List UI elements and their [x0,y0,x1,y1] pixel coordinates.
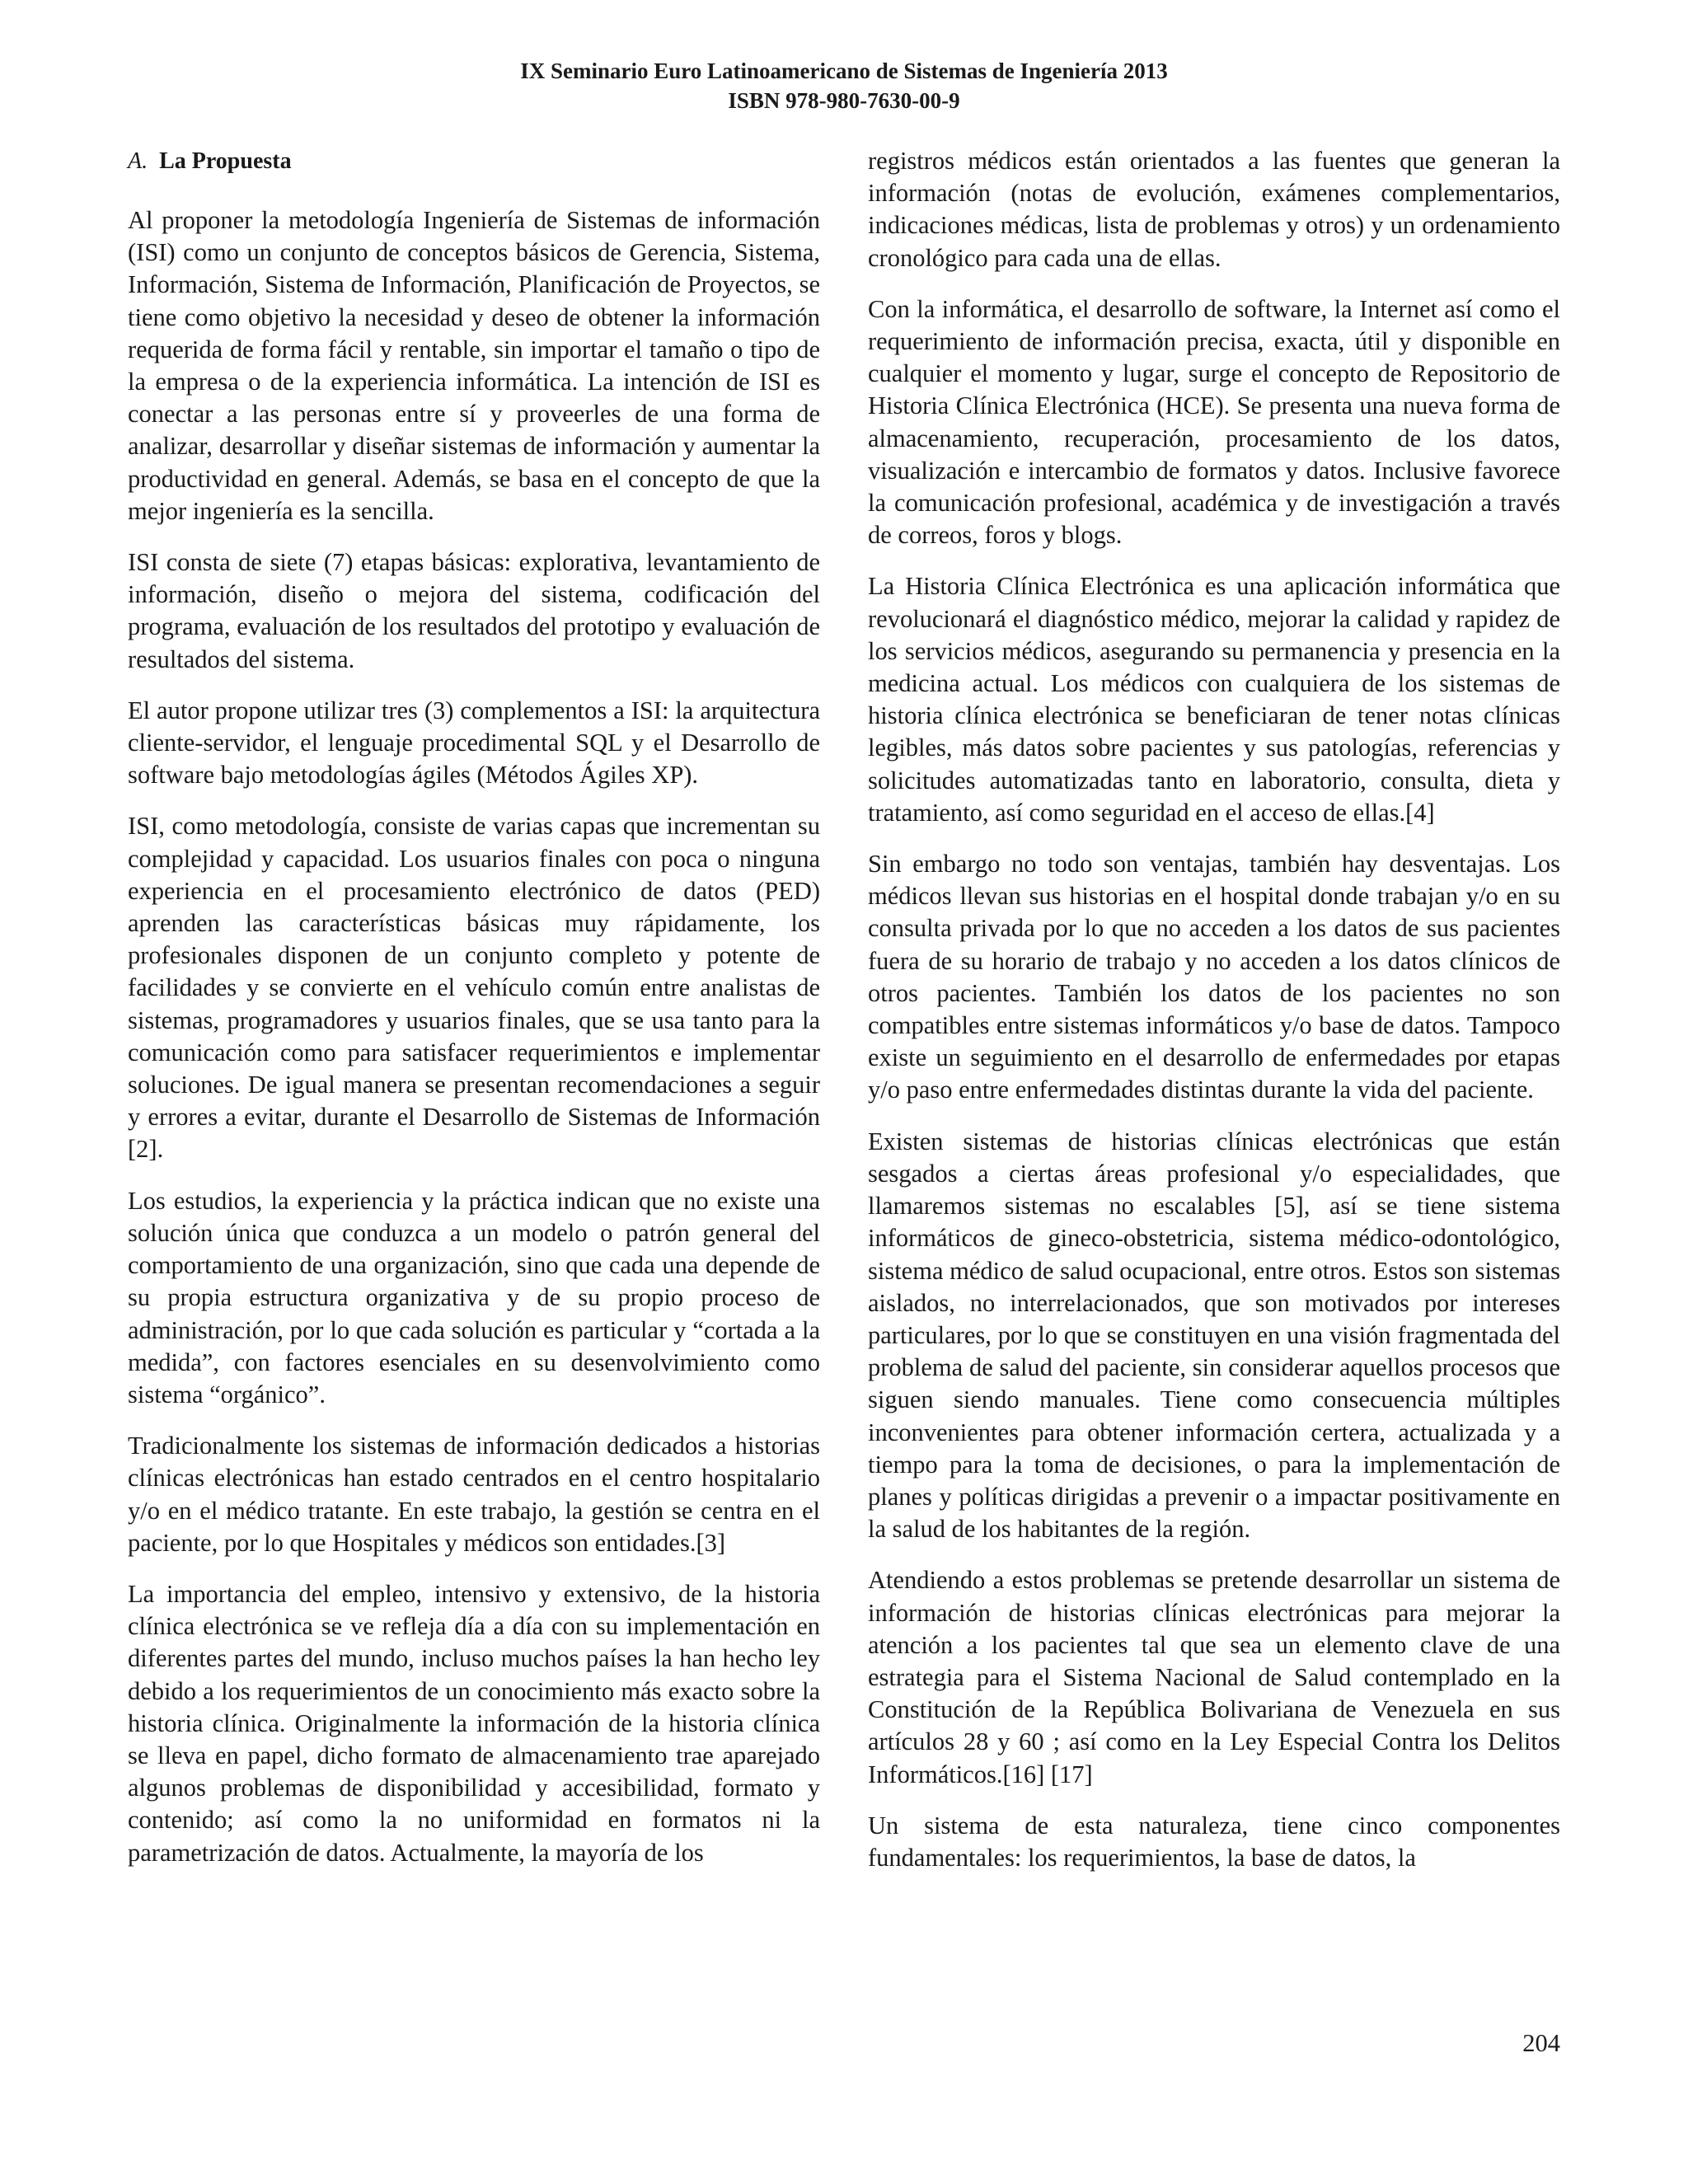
paragraph: Un sistema de esta naturaleza, tiene cinco componentes fundamentales: los requerimientos, la base de datos, la [868,1811,1560,1872]
paragraph: La Historia Clínica Electrónica es una aplicación informática que revolucionará el diagnóstico médico, mejorar la calidad y rapidez de los servicios médicos, asegurando su permanencia y presencia en la medicina actual. Los médicos con cualquiera de los sistemas de historia clínica electrónica se beneficiaran de tener notas clínicas legibles, más datos sobre pacientes y sus patologías, referencias y solicitudes automatizadas tanto en laboratorio, consulta, dieta y tratamiento, así como seguridad en el acceso de ellas.[4] [868,572,1560,827]
paragraph: Atendiendo a estos problemas se pretende desarrollar un sistema de información de historias clínicas electrónicas para mejorar la atención a los pacientes tal que sea un elemento clave de una estrategia para el Sistema Nacional de Salud contemplado en la Constitución de la República Bolivariana de Venezuela en sus artículos 28 y 60 ; así como en la Ley Especial Contra los Delitos Informáticos.[16] [17] [868,1566,1560,1788]
section-letter: A. [128,148,148,174]
isbn-line: ISBN 978-980-7630-00-9 [728,88,960,113]
paragraph: Los estudios, la experiencia y la práctica indican que no existe una solución única que conduzca a un modelo o patrón general del comportamiento de una organización, sino que cada una depende de su propia estructura organizativa y de su propio proceso de administración, por lo que cada solución es particular y “cortada a la medida”, con factores esenciales en su desenvolvimiento como sistema “orgánico”. [128,1186,820,1408]
paragraph: La importancia del empleo, intensivo y extensivo, de la historia clínica electrónica se ve refleja día a día con su implementación en diferentes partes del mundo, incluso muchos países la han hecho ley debido a los requerimientos de un conocimiento más exacto sobre la historia clínica. Originalmente la información de la historia clínica se lleva en papel, dicho formato de almacenamiento trae aparejado algunos problemas de disponibilidad y accesibilidad, formato y contenido; así como la no uniformidad en formatos ni la parametrización de datos. Actualmente, la mayoría de los [128,1579,820,1867]
left-column [128,147,820,1888]
paragraph: registros médicos están orientados a las fuentes que generan la información (notas de evolución, exámenes complementarios, indicaciones médicas, lista de problemas y otros) y un ordenamiento cronológico para cada una de ellas. [868,147,1560,272]
page-header [0,56,1688,115]
right-column [868,147,1560,1893]
section-heading [128,147,820,176]
paragraph: Al proponer la metodología Ingeniería de Sistemas de información (ISI) como un conjunto de conceptos básicos de Gerencia, Sistema, Información, Sistema de Información, Planificación de Proyectos, se tiene como objetivo la necesidad y deseo de obtener la información requerida de forma fácil y rentable, sin importar el tamaño o tipo de la empresa o de la experiencia informática. La intención de ISI es conectar a las personas entre sí y proveerles de una forma de analizar, desarrollar y diseñar sistemas de información y aumentar la productividad en general. Además, se basa en el concepto de que la mejor ingeniería es la sencilla. [128,206,820,525]
paragraph: El autor propone utilizar tres (3) complementos a ISI: la arquitectura cliente-servidor, el lenguaje procedimental SQL y el Desarrollo de software bajo metodologías ágiles (Métodos Ágiles XP). [128,696,820,790]
page-number: 204 [1522,2029,1560,2057]
paragraph: Sin embargo no todo son ventajas, también hay desventajas. Los médicos llevan sus historias en el hospital donde trabajan y/o en su consulta privada por lo que no acceden a los datos de sus pacientes fuera de su horario de trabajo y no acceden a los datos clínicos de otros pacientes. También los datos de los pacientes no son compatibles entre sistemas informáticos y/o base de datos. Tampoco existe un seguimiento en el desarrollo de enfermedades por etapas y/o paso entre enfermedades distintas durante la vida del paciente. [868,850,1560,1104]
paragraph: Existen sistemas de historias clínicas electrónicas que están sesgados a ciertas áreas profesional y/o especialidades, que llamaremos sistemas no escalables [5], así se tiene sistema informáticos de gineco-obstetricia, sistema médico-odontológico, sistema médico de salud ocupacional, entre otros. Estos son sistemas aislados, no interrelacionados, que son motivados por intereses particulares, por lo que se constituyen en una visión fragmentada del problema de salud del paciente, sin considerar aquellos procesos que siguen siendo manuales. Tiene como consecuencia múltiples inconvenientes para obtener información certera, actualizada y a tiempo para la toma de decisiones, o para la implementación de planes y políticas dirigidas a prevenir o a impactar positivamente en la salud de los habitantes de la región. [868,1127,1560,1544]
paragraph: Con la informática, el desarrollo de software, la Internet así como el requerimiento de información precisa, exacta, útil y disponible en cualquier el momento y lugar, surge el concepto de Repositorio de Historia Clínica Electrónica (HCE). Se presenta una nueva forma de almacenamiento, recuperación, procesamiento de los datos, visualización e intercambio de formatos y datos. Inclusive favorece la comunicación profesional, académica y de investigación a través de correos, foros y blogs. [868,294,1560,550]
conference-title: IX Seminario Euro Latinoamericano de Sistemas de Ingeniería 2013 [520,59,1168,83]
section-title: La Propuesta [159,148,292,174]
paragraph: ISI consta de siete (7) etapas básicas: explorativa, levantamiento de información, diseño o mejora del sistema, codificación del programa, evaluación de los resultados del prototipo y evaluación de resultados del sistema. [128,548,820,673]
paragraph: Tradicionalmente los sistemas de información dedicados a historias clínicas electrónicas han estado centrados en el centro hospitalario y/o en el médico tratante. En este trabajo, la gestión se centra en el paciente, por lo que Hospitales y médicos son entidades.[3] [128,1432,820,1557]
paragraph: ISI, como metodología, consiste de varias capas que incrementan su complejidad y capacidad. Los usuarios finales con poca o ninguna experiencia en el procesamiento electrónico de datos (PED) aprenden las características básicas muy rápidamente, los profesionales disponen de un conjunto completo y potente de facilidades y se convierte en el vehículo común entre analistas de sistemas, programadores y usuarios finales, que se usa tanto para la comunicación como para satisfacer requerimientos e implementar soluciones. De igual manera se presentan recomendaciones a seguir y errores a evitar, durante el Desarrollo de Sistemas de Información [2]. [128,812,820,1164]
